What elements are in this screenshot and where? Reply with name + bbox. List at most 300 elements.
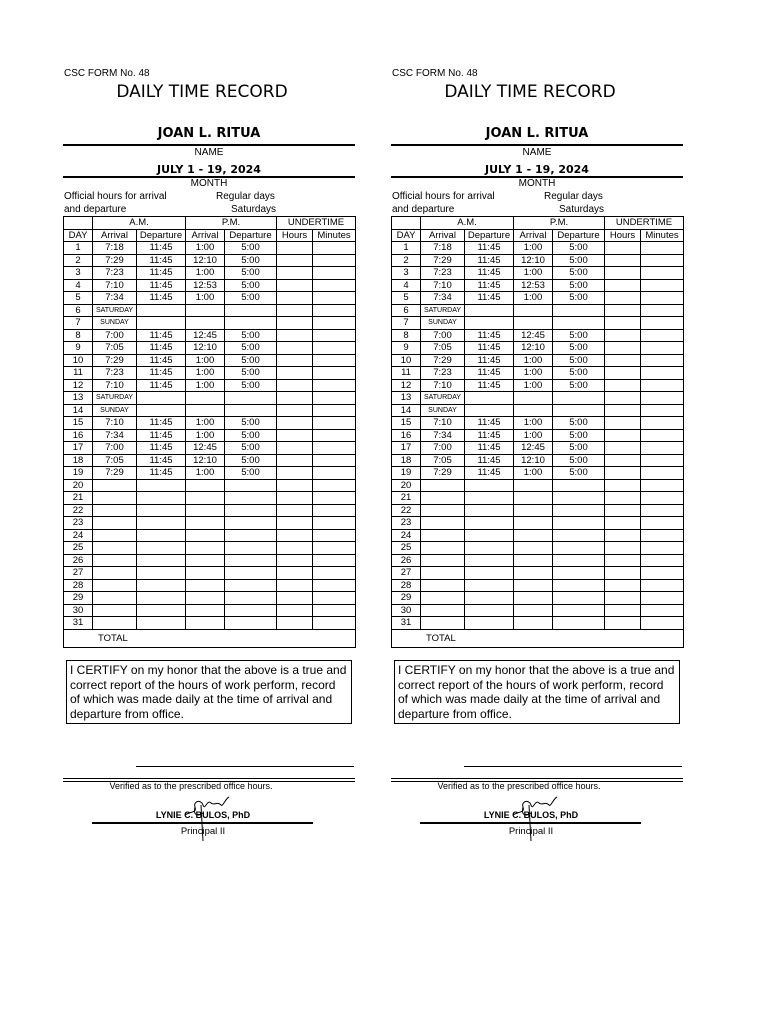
undertime-hours-cell <box>605 304 641 317</box>
pm-arrival-cell <box>514 579 553 592</box>
am-departure-cell: 11:45 <box>465 429 514 442</box>
employee-signature-line <box>464 766 682 767</box>
table-row <box>64 267 356 280</box>
undertime-hours-cell <box>605 454 641 467</box>
undertime-minutes-cell <box>313 254 356 267</box>
am-arrival-cell: SUNDAY <box>421 404 465 417</box>
pm-arrival-cell: 1:00 <box>186 379 225 392</box>
am-departure-cell <box>465 517 514 530</box>
pm-departure-cell <box>225 542 277 555</box>
undertime-minutes-cell <box>313 492 356 505</box>
undertime-hours-cell <box>605 404 641 417</box>
table-row <box>64 442 356 455</box>
day-cell: 25 <box>64 542 93 555</box>
am-departure-cell <box>465 404 514 417</box>
am-departure-cell <box>137 554 186 567</box>
pm-departure-cell <box>225 492 277 505</box>
table-row <box>392 267 684 280</box>
day-cell: 30 <box>64 604 93 617</box>
undertime-minutes-cell <box>641 317 684 330</box>
am-arrival-cell: SATURDAY <box>93 304 137 317</box>
am-arrival-cell: SUNDAY <box>93 404 137 417</box>
pm-arrival-cell: 1:00 <box>514 367 553 380</box>
table-row <box>392 404 684 417</box>
am-departure-cell <box>137 579 186 592</box>
day-cell: 18 <box>392 454 421 467</box>
table-row <box>64 404 356 417</box>
pm-arrival-cell <box>514 592 553 605</box>
pm-departure-cell <box>553 504 605 517</box>
undertime-hours-cell <box>277 267 313 280</box>
pm-departure-cell <box>553 579 605 592</box>
undertime-minutes-cell <box>313 417 356 430</box>
am-departure-cell <box>137 504 186 517</box>
table-row <box>64 417 356 430</box>
verified-text: Verified as to the prescribed office hours. <box>437 781 601 791</box>
am-arrival-cell <box>93 592 137 605</box>
header-pm-arrival: Arrival <box>186 229 225 242</box>
day-cell: 23 <box>64 517 93 530</box>
undertime-minutes-cell <box>313 554 356 567</box>
pm-departure-cell: 5:00 <box>225 379 277 392</box>
am-departure-cell: 11:45 <box>465 442 514 455</box>
day-cell: 21 <box>64 492 93 505</box>
am-departure-cell <box>137 542 186 555</box>
header-am-arrival: Arrival <box>93 229 137 242</box>
undertime-hours-cell <box>277 429 313 442</box>
undertime-minutes-cell <box>641 479 684 492</box>
am-arrival-cell: 7:23 <box>421 367 465 380</box>
undertime-minutes-cell <box>641 517 684 530</box>
am-arrival-cell <box>93 579 137 592</box>
name-caption: NAME <box>522 147 552 158</box>
undertime-minutes-cell <box>313 617 356 630</box>
pm-departure-cell: 5:00 <box>553 254 605 267</box>
am-arrival-cell <box>93 479 137 492</box>
am-departure-cell <box>137 529 186 542</box>
undertime-minutes-cell <box>313 542 356 555</box>
regular-days: Regular days <box>216 191 275 202</box>
pm-arrival-cell <box>514 404 553 417</box>
am-departure-cell: 11:45 <box>465 254 514 267</box>
table-row <box>64 342 356 355</box>
table-row <box>64 554 356 567</box>
day-cell: 7 <box>64 317 93 330</box>
day-cell: 4 <box>64 279 93 292</box>
am-departure-cell <box>137 479 186 492</box>
undertime-minutes-cell <box>641 442 684 455</box>
day-cell: 15 <box>64 417 93 430</box>
am-departure-cell: 11:45 <box>137 292 186 305</box>
day-cell: 6 <box>64 304 93 317</box>
month-caption: MONTH <box>190 178 228 189</box>
time-record-table <box>391 216 684 648</box>
undertime-minutes-cell <box>641 367 684 380</box>
undertime-hours-cell <box>277 529 313 542</box>
signatory-line <box>420 822 641 824</box>
table-row <box>64 567 356 580</box>
total-row <box>392 629 684 647</box>
am-departure-cell <box>137 317 186 330</box>
pm-departure-cell: 5:00 <box>553 379 605 392</box>
am-departure-cell <box>137 567 186 580</box>
pm-departure-cell <box>553 304 605 317</box>
pm-arrival-cell: 1:00 <box>186 292 225 305</box>
day-cell: 9 <box>392 342 421 355</box>
am-arrival-cell: 7:10 <box>421 417 465 430</box>
pm-departure-cell: 5:00 <box>553 279 605 292</box>
pm-arrival-cell: 1:00 <box>186 467 225 480</box>
am-departure-cell: 11:45 <box>137 279 186 292</box>
am-departure-cell <box>137 304 186 317</box>
table-row <box>392 279 684 292</box>
pm-arrival-cell <box>186 579 225 592</box>
undertime-minutes-cell <box>641 279 684 292</box>
am-departure-cell <box>465 392 514 405</box>
undertime-minutes-cell <box>641 467 684 480</box>
pm-departure-cell <box>225 604 277 617</box>
undertime-hours-cell <box>605 467 641 480</box>
am-departure-cell: 11:45 <box>465 279 514 292</box>
pm-departure-cell: 5:00 <box>225 367 277 380</box>
undertime-hours-cell <box>277 342 313 355</box>
day-cell: 20 <box>392 479 421 492</box>
am-arrival-cell <box>421 517 465 530</box>
undertime-hours-cell <box>277 617 313 630</box>
am-departure-cell: 11:45 <box>137 454 186 467</box>
am-arrival-cell: 7:00 <box>421 329 465 342</box>
table-row <box>64 529 356 542</box>
day-cell: 29 <box>64 592 93 605</box>
table-row <box>392 467 684 480</box>
table-row <box>392 254 684 267</box>
pm-arrival-cell <box>514 504 553 517</box>
pm-arrival-cell: 1:00 <box>514 467 553 480</box>
am-departure-cell: 11:45 <box>137 354 186 367</box>
table-row <box>64 329 356 342</box>
table-row <box>392 479 684 492</box>
day-cell: 1 <box>392 242 421 255</box>
am-arrival-cell <box>93 617 137 630</box>
undertime-minutes-cell <box>313 517 356 530</box>
table-row <box>64 354 356 367</box>
am-arrival-cell <box>93 604 137 617</box>
header-hours: Hours <box>277 229 313 242</box>
pm-arrival-cell <box>186 492 225 505</box>
day-cell: 19 <box>392 467 421 480</box>
am-arrival-cell: SUNDAY <box>421 317 465 330</box>
undertime-minutes-cell <box>313 442 356 455</box>
am-arrival-cell: 7:29 <box>93 254 137 267</box>
am-departure-cell: 11:45 <box>137 379 186 392</box>
day-cell: 8 <box>64 329 93 342</box>
pm-arrival-cell <box>186 517 225 530</box>
day-cell: 12 <box>64 379 93 392</box>
am-departure-cell: 11:45 <box>137 267 186 280</box>
pm-departure-cell: 5:00 <box>225 242 277 255</box>
am-departure-cell: 11:45 <box>137 442 186 455</box>
employee-signature-line <box>136 766 354 767</box>
pm-arrival-cell <box>186 592 225 605</box>
time-record-table <box>63 216 356 648</box>
undertime-hours-cell <box>277 592 313 605</box>
table-row <box>64 392 356 405</box>
pm-departure-cell: 5:00 <box>225 429 277 442</box>
table-row <box>392 604 684 617</box>
am-arrival-cell <box>421 579 465 592</box>
undertime-hours-cell <box>277 254 313 267</box>
table-row <box>392 454 684 467</box>
am-arrival-cell: 7:23 <box>93 267 137 280</box>
am-arrival-cell: SUNDAY <box>93 317 137 330</box>
header-undertime: UNDERTIME <box>277 217 356 230</box>
pm-departure-cell: 5:00 <box>225 267 277 280</box>
pm-departure-cell <box>553 492 605 505</box>
day-cell: 20 <box>64 479 93 492</box>
undertime-minutes-cell <box>641 567 684 580</box>
certification-text: I CERTIFY on my honor that the above is a true and correct report of the hours of work perform, record of which was made daily at the time of arrival and departure from office. <box>66 660 352 724</box>
undertime-hours-cell <box>277 554 313 567</box>
pm-arrival-cell <box>514 554 553 567</box>
am-arrival-cell <box>421 554 465 567</box>
pm-departure-cell: 5:00 <box>225 254 277 267</box>
pm-arrival-cell <box>514 479 553 492</box>
pm-departure-cell: 5:00 <box>225 329 277 342</box>
am-arrival-cell: SATURDAY <box>421 392 465 405</box>
undertime-hours-cell <box>277 517 313 530</box>
pm-arrival-cell: 12:45 <box>514 442 553 455</box>
day-cell: 24 <box>64 529 93 542</box>
pm-departure-cell: 5:00 <box>553 267 605 280</box>
pm-arrival-cell <box>186 392 225 405</box>
pm-arrival-cell <box>186 567 225 580</box>
am-arrival-cell: 7:10 <box>93 417 137 430</box>
undertime-hours-cell <box>605 242 641 255</box>
pm-arrival-cell <box>514 617 553 630</box>
am-arrival-cell <box>421 529 465 542</box>
am-arrival-cell: 7:29 <box>93 467 137 480</box>
pm-departure-cell <box>553 404 605 417</box>
undertime-minutes-cell <box>313 579 356 592</box>
pm-departure-cell <box>553 392 605 405</box>
pm-departure-cell: 5:00 <box>553 342 605 355</box>
pm-arrival-cell <box>514 392 553 405</box>
header-minutes: Minutes <box>313 229 356 242</box>
am-arrival-cell: 7:18 <box>93 242 137 255</box>
am-arrival-cell: 7:05 <box>93 342 137 355</box>
table-row <box>392 429 684 442</box>
undertime-minutes-cell <box>313 592 356 605</box>
undertime-hours-cell <box>277 479 313 492</box>
table-row <box>64 467 356 480</box>
day-cell: 27 <box>64 567 93 580</box>
am-departure-cell <box>465 529 514 542</box>
total-label: TOTAL <box>98 632 128 644</box>
day-cell: 29 <box>392 592 421 605</box>
name-caption: NAME <box>194 147 224 158</box>
am-arrival-cell: 7:29 <box>421 354 465 367</box>
pm-arrival-cell <box>186 617 225 630</box>
undertime-hours-cell <box>605 567 641 580</box>
undertime-hours-cell <box>277 304 313 317</box>
header-am-departure: Departure <box>137 229 186 242</box>
pm-departure-cell: 5:00 <box>553 417 605 430</box>
am-arrival-cell: 7:29 <box>421 467 465 480</box>
day-cell: 26 <box>64 554 93 567</box>
undertime-minutes-cell <box>641 329 684 342</box>
am-departure-cell <box>137 617 186 630</box>
undertime-minutes-cell <box>313 279 356 292</box>
undertime-minutes-cell <box>641 429 684 442</box>
am-arrival-cell <box>93 567 137 580</box>
am-departure-cell: 11:45 <box>137 342 186 355</box>
am-departure-cell <box>465 317 514 330</box>
am-departure-cell: 11:45 <box>137 417 186 430</box>
pm-arrival-cell: 1:00 <box>186 354 225 367</box>
undertime-hours-cell <box>605 254 641 267</box>
saturdays: Saturdays <box>231 204 277 215</box>
pm-arrival-cell: 12:10 <box>186 254 225 267</box>
am-departure-cell <box>137 517 186 530</box>
pm-departure-cell: 5:00 <box>225 354 277 367</box>
table-row <box>64 617 356 630</box>
am-arrival-cell: 7:10 <box>421 279 465 292</box>
am-arrival-cell <box>93 542 137 555</box>
undertime-hours-cell <box>277 292 313 305</box>
pm-departure-cell <box>553 592 605 605</box>
day-cell: 28 <box>392 579 421 592</box>
pm-departure-cell <box>553 517 605 530</box>
undertime-hours-cell <box>277 329 313 342</box>
day-cell: 3 <box>64 267 93 280</box>
pm-departure-cell: 5:00 <box>553 454 605 467</box>
am-departure-cell <box>465 567 514 580</box>
pm-departure-cell <box>225 579 277 592</box>
day-cell: 7 <box>392 317 421 330</box>
pm-arrival-cell <box>186 542 225 555</box>
undertime-hours-cell <box>277 579 313 592</box>
am-departure-cell: 11:45 <box>465 267 514 280</box>
undertime-minutes-cell <box>641 292 684 305</box>
undertime-hours-cell <box>605 579 641 592</box>
day-cell: 13 <box>392 392 421 405</box>
pm-arrival-cell <box>514 542 553 555</box>
undertime-minutes-cell <box>641 354 684 367</box>
undertime-hours-cell <box>605 342 641 355</box>
pm-arrival-cell: 12:10 <box>514 254 553 267</box>
undertime-hours-cell <box>605 479 641 492</box>
table-row <box>392 592 684 605</box>
regular-days: Regular days <box>544 191 603 202</box>
undertime-hours-cell <box>277 367 313 380</box>
undertime-hours-cell <box>605 292 641 305</box>
undertime-hours-cell <box>605 367 641 380</box>
undertime-minutes-cell <box>641 392 684 405</box>
header-pm-departure: Departure <box>553 229 605 242</box>
table-row <box>392 492 684 505</box>
pm-arrival-cell: 1:00 <box>186 429 225 442</box>
am-departure-cell: 11:45 <box>465 417 514 430</box>
pm-arrival-cell: 1:00 <box>514 429 553 442</box>
day-cell: 10 <box>64 354 93 367</box>
pm-arrival-cell: 1:00 <box>514 267 553 280</box>
header-day: DAY <box>392 229 421 242</box>
pm-departure-cell: 5:00 <box>225 279 277 292</box>
table-row <box>392 354 684 367</box>
undertime-hours-cell <box>605 554 641 567</box>
employee-name: JOAN L. RITUA <box>485 126 589 141</box>
am-arrival-cell: 7:10 <box>93 379 137 392</box>
pm-arrival-cell: 1:00 <box>514 354 553 367</box>
name-underline <box>63 144 355 146</box>
day-cell: 31 <box>64 617 93 630</box>
undertime-minutes-cell <box>313 604 356 617</box>
am-departure-cell <box>137 492 186 505</box>
day-cell: 16 <box>64 429 93 442</box>
undertime-minutes-cell <box>641 542 684 555</box>
table-row <box>64 517 356 530</box>
employee-name: JOAN L. RITUA <box>157 126 261 141</box>
undertime-hours-cell <box>605 329 641 342</box>
am-departure-cell: 11:45 <box>465 454 514 467</box>
pm-departure-cell <box>225 517 277 530</box>
table-row <box>64 304 356 317</box>
undertime-minutes-cell <box>313 267 356 280</box>
undertime-minutes-cell <box>313 367 356 380</box>
pm-departure-cell: 5:00 <box>225 417 277 430</box>
day-cell: 11 <box>392 367 421 380</box>
day-cell: 2 <box>392 254 421 267</box>
day-cell: 12 <box>392 379 421 392</box>
header-hours: Hours <box>605 229 641 242</box>
pm-arrival-cell: 1:00 <box>186 242 225 255</box>
undertime-hours-cell <box>605 354 641 367</box>
table-row <box>392 367 684 380</box>
table-row <box>392 504 684 517</box>
signatory-position: Principal II <box>180 826 226 837</box>
verified-text: Verified as to the prescribed office hours. <box>109 781 273 791</box>
undertime-minutes-cell <box>641 492 684 505</box>
saturdays: Saturdays <box>559 204 605 215</box>
undertime-hours-cell <box>277 417 313 430</box>
undertime-minutes-cell <box>313 479 356 492</box>
undertime-hours-cell <box>277 467 313 480</box>
undertime-hours-cell <box>605 317 641 330</box>
official-hours-line1: Official hours for arrival <box>64 191 167 202</box>
am-arrival-cell: 7:34 <box>421 292 465 305</box>
day-cell: 9 <box>64 342 93 355</box>
undertime-hours-cell <box>277 567 313 580</box>
pm-arrival-cell <box>514 567 553 580</box>
am-arrival-cell <box>421 504 465 517</box>
am-arrival-cell: 7:00 <box>93 442 137 455</box>
pm-departure-cell <box>225 479 277 492</box>
day-cell: 17 <box>64 442 93 455</box>
day-cell: 5 <box>64 292 93 305</box>
am-arrival-cell: 7:34 <box>93 429 137 442</box>
undertime-hours-cell <box>277 504 313 517</box>
undertime-minutes-cell <box>641 242 684 255</box>
pm-departure-cell <box>225 592 277 605</box>
undertime-hours-cell <box>277 379 313 392</box>
undertime-hours-cell <box>605 279 641 292</box>
table-row <box>392 442 684 455</box>
total-label: TOTAL <box>426 632 456 644</box>
pm-arrival-cell <box>186 404 225 417</box>
pm-arrival-cell: 1:00 <box>514 417 553 430</box>
signatory-name: LYNIE C. BULOS, PhD <box>155 810 251 820</box>
pm-departure-cell <box>225 317 277 330</box>
